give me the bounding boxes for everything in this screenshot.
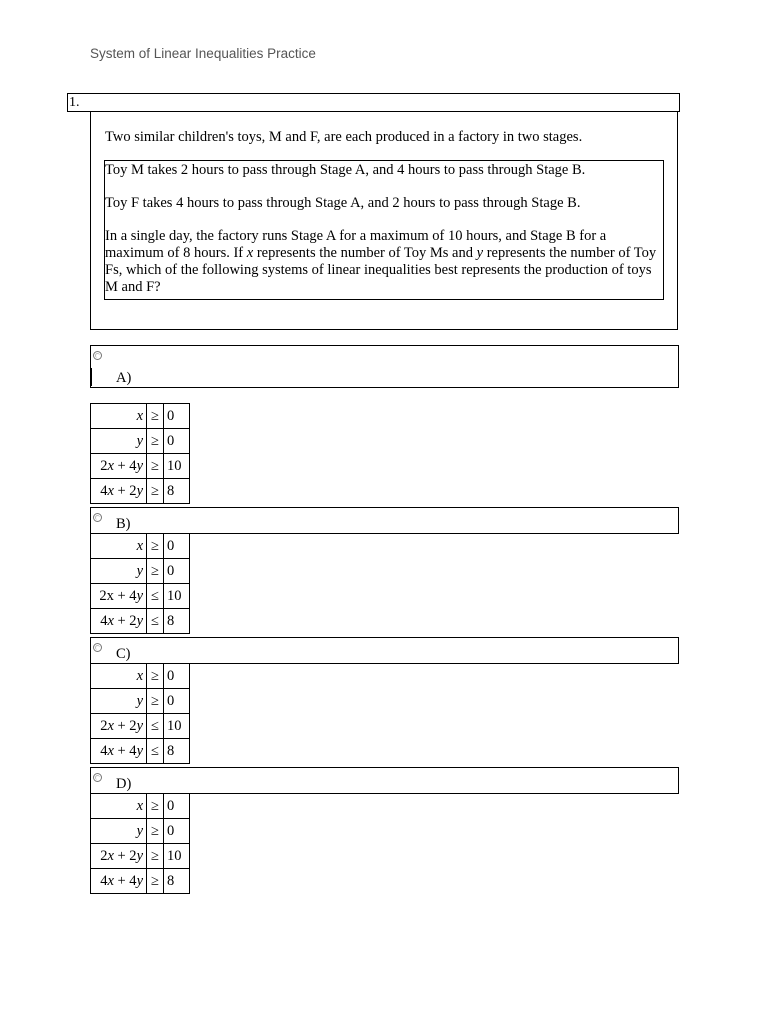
inequality-operator: ≥ — [147, 479, 164, 504]
question-stem — [90, 111, 678, 330]
inequality-rhs: 0 — [164, 534, 190, 559]
page-header-title: System of Linear Inequalities Practice — [90, 46, 316, 61]
table-row — [91, 584, 190, 609]
inequality-lhs: x — [91, 404, 147, 429]
question-details — [104, 160, 664, 300]
inequality-rhs: 8 — [164, 479, 190, 504]
inequality-lhs: 4x + 2y — [91, 609, 147, 634]
choice-d-radio[interactable] — [93, 773, 102, 782]
choice-c-container — [90, 637, 679, 664]
inequality-rhs: 0 — [164, 664, 190, 689]
question-paragraph-toy-m: Toy M takes 2 hours to pass through Stage A, and 4 hours to pass through Stage B. — [105, 162, 586, 178]
table-row — [91, 404, 190, 429]
inequality-rhs: 0 — [164, 559, 190, 584]
inequality-operator: ≥ — [147, 559, 164, 584]
choice-b-letter: B) — [116, 516, 131, 532]
table-row — [91, 479, 190, 504]
inequality-rhs: 8 — [164, 869, 190, 894]
inequality-lhs: x — [91, 534, 147, 559]
inequality-lhs: 2x + 2y — [91, 844, 147, 869]
inequality-lhs: 4x + 2y — [91, 479, 147, 504]
question-intro: Two similar children's toys, M and F, are each produced in a factory in two stages. — [105, 129, 583, 145]
table-row — [91, 454, 190, 479]
inequality-lhs: y — [91, 819, 147, 844]
inequality-rhs: 0 — [164, 794, 190, 819]
inequality-lhs: y — [91, 559, 147, 584]
inequality-operator: ≤ — [147, 584, 164, 609]
inequality-operator: ≥ — [147, 689, 164, 714]
inequality-rhs: 0 — [164, 429, 190, 454]
inequality-operator: ≥ — [147, 404, 164, 429]
table-row — [91, 869, 190, 894]
inequality-operator: ≥ — [147, 429, 164, 454]
table-row — [91, 844, 190, 869]
inequality-rhs: 10 — [164, 454, 190, 479]
inequality-operator: ≥ — [147, 454, 164, 479]
table-row — [91, 429, 190, 454]
inequality-rhs: 10 — [164, 844, 190, 869]
table-row — [91, 714, 190, 739]
inequality-operator: ≥ — [147, 664, 164, 689]
choice-b-radio[interactable] — [93, 513, 102, 522]
table-row — [91, 664, 190, 689]
choice-b-table — [90, 533, 190, 634]
choice-d-letter: D) — [116, 776, 132, 792]
inequality-lhs: x — [91, 664, 147, 689]
inequality-lhs: y — [91, 429, 147, 454]
table-row — [91, 794, 190, 819]
inequality-rhs: 0 — [164, 689, 190, 714]
choice-b-container — [90, 507, 679, 534]
choice-a-container — [90, 345, 679, 388]
choice-a-table — [90, 403, 190, 504]
table-row — [91, 534, 190, 559]
table-row — [91, 689, 190, 714]
choice-c-letter: C) — [116, 646, 131, 662]
inequality-operator: ≤ — [147, 609, 164, 634]
inequality-operator: ≥ — [147, 794, 164, 819]
inequality-lhs: 4x + 4y — [91, 869, 147, 894]
inequality-lhs: 2x + 2y — [91, 714, 147, 739]
inequality-rhs: 8 — [164, 739, 190, 764]
choice-a-letter: A) — [116, 370, 132, 386]
inequality-operator: ≥ — [147, 844, 164, 869]
inequality-lhs: y — [91, 689, 147, 714]
inequality-rhs: 10 — [164, 714, 190, 739]
inequality-rhs: 10 — [164, 584, 190, 609]
question-paragraph-toy-f: Toy F takes 4 hours to pass through Stage A, and 2 hours to pass through Stage B. — [105, 195, 581, 211]
question-number: 1. — [67, 93, 680, 112]
inequality-operator: ≥ — [147, 534, 164, 559]
inequality-lhs: 2x + 4y — [91, 454, 147, 479]
inequality-operator: ≥ — [147, 869, 164, 894]
inequality-operator: ≥ — [147, 819, 164, 844]
choice-c-table — [90, 663, 190, 764]
choice-d-container — [90, 767, 679, 794]
inequality-lhs: 2x + 4y — [91, 584, 147, 609]
choice-c-radio[interactable] — [93, 643, 102, 652]
table-row — [91, 739, 190, 764]
inequality-operator: ≤ — [147, 714, 164, 739]
inequality-lhs: 4x + 4y — [91, 739, 147, 764]
inequality-operator: ≤ — [147, 739, 164, 764]
inequality-rhs: 8 — [164, 609, 190, 634]
choice-a-radio[interactable] — [93, 351, 102, 360]
inequality-lhs: x — [91, 794, 147, 819]
question-paragraph-prompt: In a single day, the factory runs Stage A for a maximum of 10 hours, and Stage B for a maximum of 8 hours. If x represents the number of Toy Ms and y represents the number of Toy Fs, which of the following systems of linear inequalities best represents the production of toys M and F? — [105, 228, 657, 295]
choice-a-divider — [91, 368, 92, 386]
table-row — [91, 609, 190, 634]
inequality-rhs: 0 — [164, 819, 190, 844]
inequality-rhs: 0 — [164, 404, 190, 429]
table-row — [91, 819, 190, 844]
choice-d-table — [90, 793, 190, 894]
table-row — [91, 559, 190, 584]
